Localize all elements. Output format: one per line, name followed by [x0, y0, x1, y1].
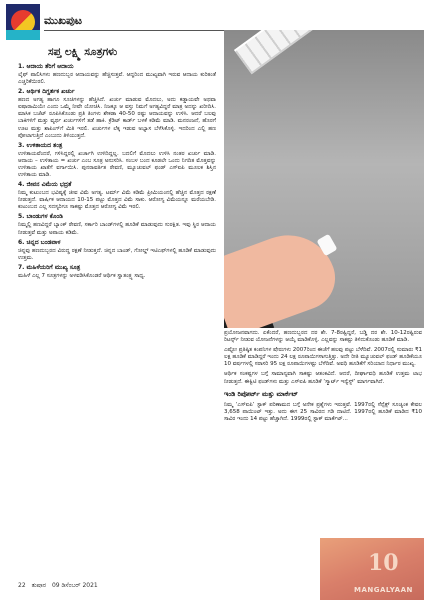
point-title-3: 3. ಉಳಿತಾಯದ ತಂತ್ರ	[18, 141, 63, 149]
point-title-6: 6. ಚಿನ್ನದ ಬಂಡವಾಳ	[18, 238, 61, 246]
right-column	[224, 330, 422, 560]
point-title-1: 1. ಆದಾಯ ತೆರಿಗೆ ಆದಾಯ	[18, 63, 74, 70]
right-subhead: ಇಂಡಿ ರಿಪೋರ್ಟ್ ಮತ್ತು ಮಾರ್ಕೆಟ್	[224, 389, 298, 398]
right-para-3: ಆರ್ಥಿಕ ಸಂಕಷ್ಟಗಳ ಬಗ್ಗೆ ಸಾಮಾನ್ಯವಾಗಿ ಸಾಕಷ್ಟು ಆತಂಕವಿದೆ. ಆದರೆ, ದೀರ್ಘಾವಧಿ ಹೂಡಿಕೆ ಉತ್ತಮ ಲಾಭ ನೀಡುತ್ತದೆ. ಈಕ್ವಿಟಿ ಫಂಡ್‌ಗಳು ಮತ್ತು ಎಸ್‌ಐಪಿ ಹೂಡಿಕೆ ‘ಸ್ಮಾರ್ಟ್ ಇನ್ವೆಸ್ಟ್’ ಮಾರ್ಗವಾಗಿದೆ.	[224, 371, 422, 385]
point-body-6: ಚಿನ್ನವು ಹಣದುಬ್ಬರದ ವಿರುದ್ಧ ರಕ್ಷಣೆ ನೀಡುತ್ತದೆ. ಚಿನ್ನದ ಬಾಂಡ್, ಗೋಲ್ಡ್ ಇಟಿಎಫ್‌ಗಳಲ್ಲಿ ಹೂಡಿಕೆ ಮಾಡುವುದು ಉತ್ತಮ.	[18, 247, 216, 261]
point-body-7: ಮಹಿಳೆ ಎಲ್ಲ 7 ಸೂತ್ರಗಳನ್ನು ಅಳವಡಿಸಿಕೊಂಡರೆ ಆರ್ಥಿಕ ಸ್ವಾತಂತ್ರ್ಯ ಸಾಧ್ಯ.	[18, 272, 146, 279]
point-title-7: 7. ಮಹಿಳೆಯರಿಗೆ ಮುಖ್ಯ ಸೂತ್ರ	[18, 263, 81, 271]
stair-steps	[235, 30, 424, 73]
page-footer	[18, 582, 268, 594]
point-body-1: ಲೈಫ್ ಪಾಲಿಸಿಗಳು ಹಣದುಬ್ಬರ ಆದಾಯವನ್ನು ಹೆಚ್ಚಿಸುತ್ತವೆ. ಆದ್ದರಿಂದ ಮುಖ್ಯವಾಗಿ ಇರುವ ಆದಾಯ ಕುರಿತಂತೆ ಎಚ್ಚರಿಕೆಯಿರಲಿ.	[18, 72, 216, 86]
banknote-text: MANGALYAAN	[354, 586, 413, 594]
point-title-4: 4. ಜೀವನ ವಿಮೆಯ ಭದ್ರತೆ	[18, 181, 72, 189]
right-para-4: ನಿಮ್ಮ ‘ಎಸ್‌ಐಪಿ’ ಸ್ಟಾಕ್ ಪರಿಣಾಮದ ಬಗ್ಗೆ ಅನೇಕ ಪ್ರಶ್ನೆಗಳು ಇರುತ್ತವೆ. 1997ರಲ್ಲಿ ಸೆನ್ಸೆಕ್ಸ್ ಸೂಚ್ಯಂಕ ಕೇವಲ 3,658 ಪಾಯಿಂಟ್ ಇತ್ತು. ಅದು ಈಗ 25 ಸಾವಿರದ ಗಡಿ ದಾಟಿದೆ. 1997ರಲ್ಲಿ ಹೂಡಿಕೆ ಮಾಡಿದ ₹10 ಸಾವಿರ ಇಂದು 14 ಪಟ್ಟು ಹೆಚ್ಚಾಗಿದೆ. 1999ರಲ್ಲಿ ಸ್ಟಾಕ್ ಮಾರ್ಕೆಟ್...	[224, 401, 422, 422]
staircase-hand-photo	[224, 30, 424, 328]
right-para-2: ಎಷ್ಟೋ ಪ್ರತಿಷ್ಠಿತ ಕಂಪನಿಗಳ ಷೇರುಗಳು 2007ರಿಂದ ಈಚೆಗೆ ಹಲವು ಪಟ್ಟು ಬೆಳೆದಿವೆ. 2007ರಲ್ಲಿ ಸುಮಾರು ₹1 ಲಕ್ಷ ಹೂಡಿಕೆ ಮಾಡಿದ್ದರೆ ಇಂದು 24 ಲಕ್ಷ ರೂಪಾಯಿಗಳಾಗುತ್ತಿತ್ತು. ಅದೇ ರೀತಿ ಮ್ಯೂಚುವಲ್ ಫಂಡ್ ಹೂಡಿಕೆಯೂ 10 ವರ್ಷಗಳಲ್ಲಿ ಸರಾಸರಿ 95 ಲಕ್ಷ ರೂಪಾಯಿಗಳಷ್ಟು ಬೆಳೆದಿವೆ. ಅವಧಿ ಹೂಡಿಕೆಗೆ ಸರಿಯಾದ ನಿರ್ಧಾರ ಮುಖ್ಯ.	[224, 347, 422, 368]
logo-base-icon	[6, 30, 40, 40]
issue-date: 09 ಡಿಸೆಂಬರ್ 2021	[51, 582, 98, 589]
page-number: 22	[18, 582, 26, 589]
banknote-image	[320, 538, 424, 600]
chalk-staircase	[234, 30, 424, 74]
article-title: ಸಪ್ತ ಲಕ್ಷ್ಮಿ ಸೂತ್ರಗಳು	[48, 46, 118, 58]
magazine-logo	[6, 4, 40, 40]
point-body-2: ಹಣದ ಅಗತ್ಯ ಹಾಗೂ ಸೂಚಿಗಳನ್ನು ಹೆಚ್ಚಿಸಿದೆ. ಖರ್ಚು ಮಾಡುವ ಮೊದಲು, ಅದು ಕಡ್ಡಾಯವೇ ಅಥವಾ ಐಷಾರಾಮಿಯೇ ಎಂದು ಒಮ್ಮೆ ನೀವೇ ಯೋಚಿಸಿ. ನಿಜಕ್ಕೂ ಆ ವಸ್ತು ನಿಮಗೆ ಅಗತ್ಯವಿದ್ದರೆ ಮಾತ್ರ ಅದನ್ನು ಖರೀದಿಸಿ. ಮಾಸಿಕ ಬಜೆಟ್ ರೂಪಿಸಿಕೊಂಡು ಪ್ರತಿ ತಿಂಗಳು ಶೇಕಡಾ 40-50 ರಷ್ಟು ಆದಾಯವನ್ನು ಉಳಿಸಿ. ಆದರೆ ಬಲವು ಬಾಕಿಗಳಿಗೆ ಮತ್ತು ವ್ಯರ್ಥ ಖರ್ಚುಗಳಿಗೆ ತಡೆ ಹಾಕಿ. ಕ್ರೆಡಿಟ್ ಕಾರ್ಡ್ ಬಳಕೆ ಕಡಿಮೆ ಮಾಡಿ. ಮನರಂಜನೆ, ಹೊರಗೆ ಊಟ ಮತ್ತು ಶಾಪಿಂಗ್‌ಗೆ ಮಿತಿ ಇರಲಿ. ಖರ್ಚುಗಳ ಲೆಕ್ಕ ಇಡುವ ಅಭ್ಯಾಸ ಬೆಳೆಸಿಕೊಳ್ಳಿ. ಇದರಿಂದ ಎಲ್ಲಿ ಹಣ ಪೋಲಾಗುತ್ತಿದೆ ಎಂಬುದು ತಿಳಿಯುತ್ತದೆ.	[18, 97, 216, 139]
point-body-4: ನಿಮ್ಮ ಕುಟುಂಬದ ಭವಿಷ್ಯಕ್ಕೆ ಜೀವ ವಿಮೆ ಅಗತ್ಯ. ಟರ್ಮ್ ವಿಮೆ ಕಡಿಮೆ ಪ್ರೀಮಿಯಂನಲ್ಲಿ ಹೆಚ್ಚಿನ ಮೊತ್ತದ ರಕ್ಷಣೆ ನೀಡುತ್ತದೆ. ವಾರ್ಷಿಕ ಆದಾಯದ 10-15 ಪಟ್ಟು ಮೊತ್ತದ ವಿಮೆ ಸಾಕು. ಆರೋಗ್ಯ ವಿಮೆಯನ್ನೂ ಮರೆಯಬೇಡಿ. ಕುಟುಂಬದ ಎಲ್ಲ ಸದಸ್ಯರಿಗೂ ಸಾಕಷ್ಟು ಮೊತ್ತದ ಆರೋಗ್ಯ ವಿಮೆ ಇರಲಿ.	[18, 190, 216, 211]
left-column	[18, 42, 216, 582]
hand-with-chalk	[224, 200, 344, 290]
right-para-1: ಪ್ರಯೋಜನವಾಗದು. ಏಕೆಂದರೆ, ಹಣದುಬ್ಬರದ ದರ ಶೇ. 7-8ರಷ್ಟಿದ್ದರೆ, ಬಡ್ಡಿ ದರ ಶೇ. 10-12ರಷ್ಟಿರುವ ರಿಟರ್ನ್ಸ್ ನೀಡುವ ಯೋಜನೆಗಳನ್ನು ಆಯ್ಕೆ ಮಾಡಿಕೊಳ್ಳಿ. ಎಲ್ಲವನ್ನು ಸಾಕಷ್ಟು ತಿಳಿದುಕೊಂಡು ಹೂಡಿಕೆ ಮಾಡಿ.	[224, 330, 422, 344]
magazine-name: ತುಷಾರ	[31, 582, 47, 589]
banknote-number: 10	[368, 550, 399, 576]
section-label: ಮುಖಪುಟ	[44, 14, 83, 27]
point-title-2: 2. ಆರ್ಥಿಕ ದಿಗ್ದರ್ಶಕ ಖರ್ಚು	[18, 88, 75, 96]
point-title-5: 5. ಬಾಂಡುಗಳ ಕೊಂಡಿ	[18, 213, 63, 221]
point-body-3: ಉಳಿತಾಯವೆಂದರೆ, ಗಳಿಸಿದ್ದರಲ್ಲಿ ಖರ್ಚಾಗಿ ಉಳಿದಿದ್ದಲ್ಲ. ಬದಲಿಗೆ ಮೊದಲು ಉಳಿಸಿ ನಂತರ ಖರ್ಚು ಮಾಡಿ. ಆದಾಯ – ಉಳಿತಾಯ = ಖರ್ಚು ಎಂಬ ಸೂತ್ರ ಅನುಸರಿಸಿ. ಸಂಬಳ ಬಂದ ಕೂಡಲೇ ಒಂದು ನಿಗದಿತ ಮೊತ್ತವನ್ನು ಉಳಿತಾಯ ಖಾತೆಗೆ ವರ್ಗಾಯಿಸಿ. ಪುನರಾವರ್ತಿತ ಠೇವಣಿ, ಮ್ಯೂಚುವಲ್ ಫಂಡ್ ಎಸ್‌ಐಪಿ ಮೂಲಕ ಶಿಸ್ತಿನ ಉಳಿತಾಯ ಮಾಡಿ.	[18, 150, 216, 179]
point-body-5: ನಿಮ್ಮಲ್ಲಿ ಹಣವಿದ್ದರೆ ಬ್ಯಾಂಕ್ ಠೇವಣಿ, ಸರ್ಕಾರಿ ಬಾಂಡ್‌ಗಳಲ್ಲಿ ಹೂಡಿಕೆ ಮಾಡುವುದು ಸುರಕ್ಷಿತ. ಇವು ಸ್ಥಿರ ಆದಾಯ ನೀಡುತ್ತವೆ ಮತ್ತು ಅಪಾಯ ಕಡಿಮೆ.	[18, 222, 216, 236]
